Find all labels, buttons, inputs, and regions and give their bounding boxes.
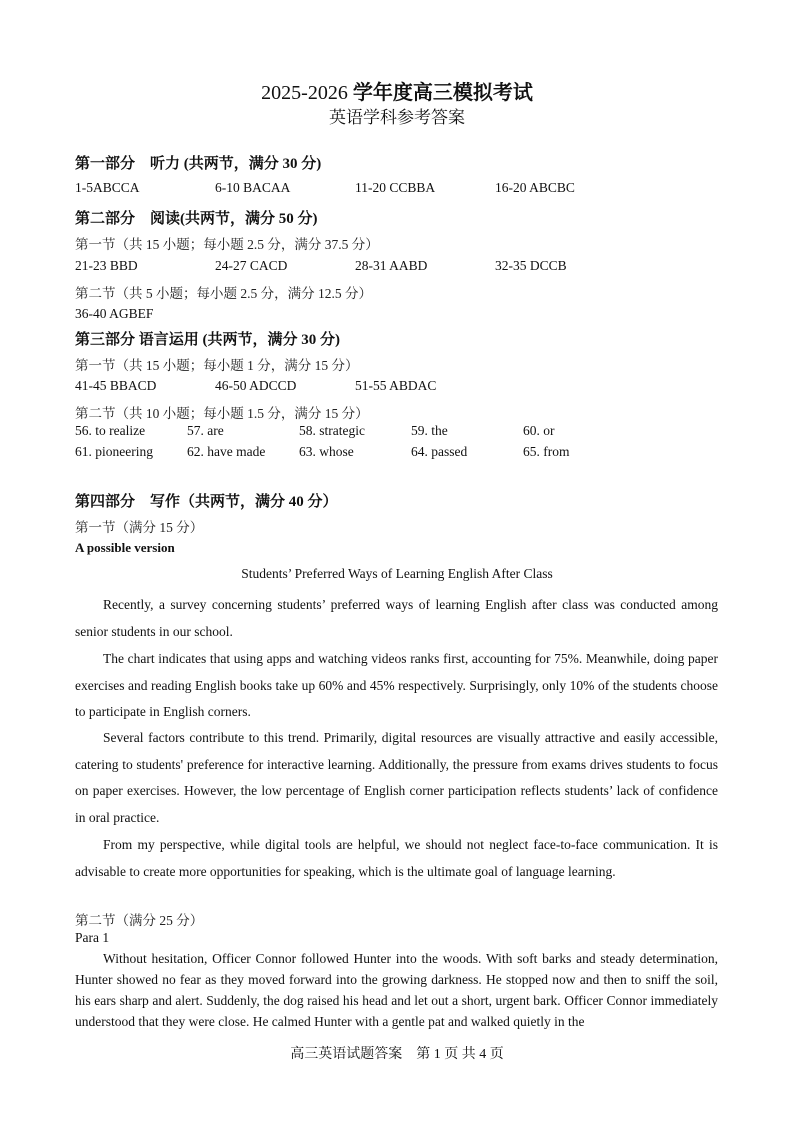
blank-answer-64: 64. passed (411, 444, 468, 459)
title-text: 学年度高三模拟考试 (352, 82, 533, 104)
essay-paragraph-3: Several factors contribute to this trend. Primarily, digital resources are visually attractive and easily accessible, catering to students' preference for interactive learning. Additionally, the pressure from exams drives students to focus on paper exercises. However, the low percentage of English corner participation reflects students’ lack of confidence in oral practice. (75, 730, 718, 825)
blank-answer-62: 62. have made (187, 444, 266, 459)
part3-answer-3: 51-55 ABDAC (355, 378, 437, 393)
blank-answer-63: 63. whose (299, 444, 354, 459)
part4-section1-note: 第一节（满分 15 分） (75, 520, 204, 535)
blank-answer-61: 61. pioneering (75, 444, 153, 459)
version-label: A possible version (75, 540, 175, 555)
part1-answer-2: 6-10 BACAA (215, 180, 291, 195)
essay-paragraph-2: The chart indicates that using apps and watching videos ranks first, accounting for 75%. Meanwhile, doing paper exercises and reading English books take up 60% and 45% respectively. Surprisingly, only 10% of the students choose to participate in English corners. (75, 651, 718, 719)
para-label: Para 1 (75, 930, 110, 945)
part1-answer-4: 16-20 ABCBC (495, 180, 575, 195)
part2-section1-note: 第一节（共 15 小题；每小题 2.5 分，满分 37.5 分） (75, 237, 379, 252)
part1-answer-3: 11-20 CCBBA (355, 180, 436, 195)
page-title (0, 76, 794, 105)
essay-paragraph-4: From my perspective, while digital tools are helpful, we should not neglect face-to-face communication. It is advisable to create more opportunities for speaking, which is the ultimate goal of language learning. (75, 837, 718, 879)
part1-heading: 第一部分 听力 (共两节，满分 30 分) (75, 156, 322, 172)
part3-answer-2: 46-50 ADCCD (215, 378, 297, 393)
part1-answer-1: 1-5ABCCA (75, 180, 140, 195)
story-paragraph: Without hesitation, Officer Connor followed Hunter into the woods. With soft barks and steady determination, Hunter showed no fear as they moved forward into the growing darkness. He stopped now and then to sniff the soil, his ears sharp and alert. Suddenly, the dog raised his head and let out a short, urgent bark. Officer Connor immediately understood that they were close. He calmed Hunter with a gentle pat and walked quietly in the (75, 951, 718, 1029)
blank-answer-60: 60. or (523, 423, 555, 438)
part3-section1-note: 第一节（共 15 小题；每小题 1 分，满分 15 分） (75, 358, 359, 373)
essay-title: Students’ Preferred Ways of Learning English After Class (241, 566, 553, 581)
blank-answer-57: 57. are (187, 423, 224, 438)
blank-answer-58: 58. strategic (299, 423, 365, 438)
blank-answer-56: 56. to realize (75, 423, 146, 438)
part2-section2-note: 第二节（共 5 小题；每小题 2.5 分，满分 12.5 分） (75, 286, 372, 301)
part2-heading: 第二部分 阅读(共两节，满分 50 分) (75, 211, 318, 227)
part2-answer-4: 32-35 DCCB (495, 258, 567, 273)
part2-answer-2: 24-27 CACD (215, 258, 288, 273)
title-year: 2025-2026 (261, 82, 348, 104)
part4-section2-note: 第二节（满分 25 分） (75, 913, 204, 928)
part3-answer-1: 41-45 BBACD (75, 378, 157, 393)
blank-answer-65: 65. from (523, 444, 570, 459)
part3-section2-note: 第二节（共 10 小题；每小题 1.5 分，满分 15 分） (75, 406, 369, 421)
part3-heading: 第三部分 语言运用 (共两节，满分 30 分) (75, 332, 340, 348)
page-subtitle: 英语学科参考答案 (329, 108, 465, 127)
part2-section2-answer: 36-40 AGBEF (75, 306, 154, 321)
part2-answer-3: 28-31 AABD (355, 258, 428, 273)
part2-answer-1: 21-23 BBD (75, 258, 138, 273)
blank-answer-59: 59. the (411, 423, 448, 438)
part4-heading: 第四部分 写作（共两节，满分 40 分） (75, 494, 338, 510)
essay-paragraph-1: Recently, a survey concerning students’ preferred ways of learning English after class was conducted among senior students in our school. (75, 597, 718, 639)
page-footer: 高三英语试题答案 第 1 页 共 4 页 (290, 1047, 504, 1062)
